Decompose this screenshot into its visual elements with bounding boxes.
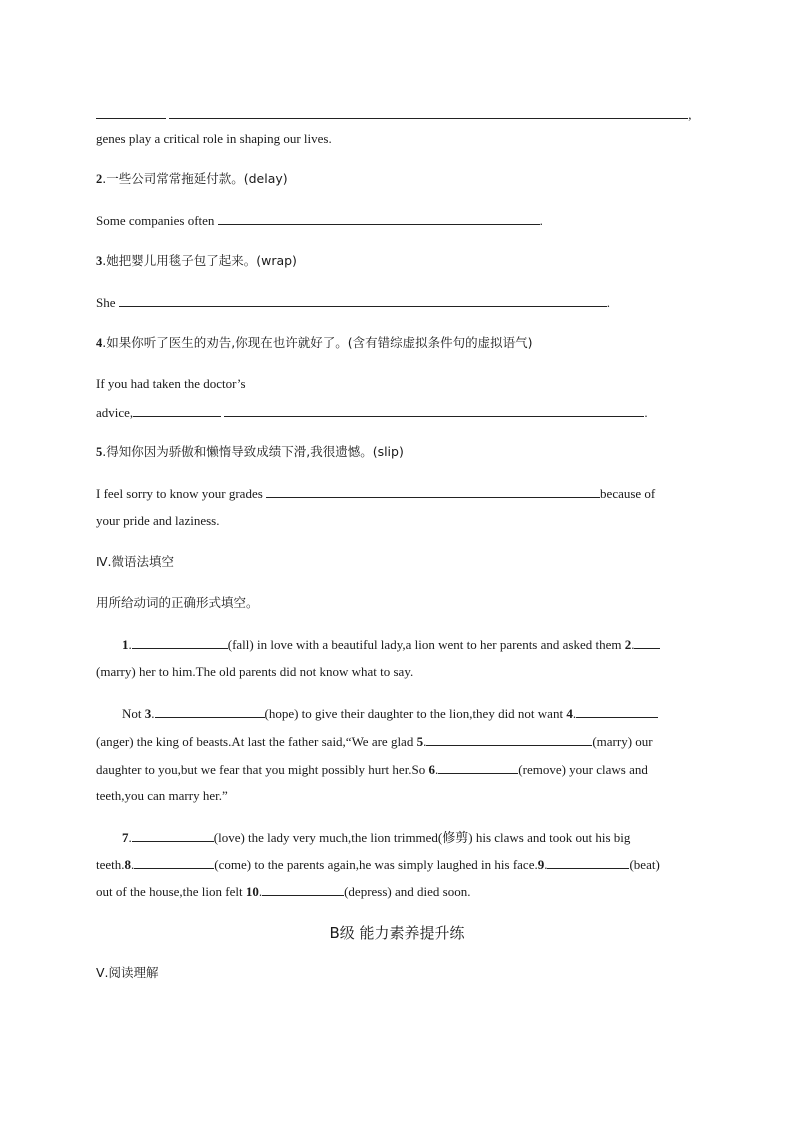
q3-blank[interactable] [119, 294, 607, 307]
blank-10[interactable] [262, 883, 344, 896]
section-v-title: Ⅴ.阅读理解 [96, 965, 159, 980]
q1-blank-line: , [96, 106, 692, 123]
blank-9[interactable] [547, 856, 629, 869]
para2-line3: daughter to you,but we fear that you might possibly hurt her.So 6. (remove) your claws and [96, 762, 648, 777]
para2-line1: Not 3. (hope) to give their daughter to the lion,they did not want 4. [122, 705, 658, 722]
q5-line2: your pride and laziness. [96, 513, 220, 528]
q5-answer-line: I feel sorry to know your grades because of [96, 486, 656, 501]
para1-line2: (marry) her to him.The old parents did not know what to say. [96, 664, 414, 679]
q4-answer-line: advice, . [96, 405, 648, 420]
blank-6[interactable] [438, 761, 518, 774]
q4-blank-b[interactable] [224, 404, 644, 417]
section-iv-instruction: 用所给动词的正确形式填空。 [96, 595, 259, 610]
q2-prompt: 2.一些公司常常拖延付款。(delay) [96, 171, 288, 186]
q4-line1: If you had taken the doctor’s [96, 376, 246, 391]
q3-answer-line: She . [96, 295, 610, 310]
blank-8[interactable] [134, 856, 214, 869]
q5-prompt: 5.得知你因为骄傲和懒惰导致成绩下滑,我很遗憾。(slip) [96, 444, 404, 459]
para3-line2: teeth.8. (come) to the parents again,he was simply laughed in his face.9. (beat) [96, 857, 660, 872]
section-iv-title: Ⅳ.微语法填空 [96, 554, 175, 569]
q1-blank-b[interactable] [169, 106, 688, 119]
q1-end: genes play a critical role in shaping our lives. [96, 131, 332, 146]
blank-4[interactable] [576, 705, 658, 718]
blank-2[interactable] [634, 636, 660, 649]
para1-line1: 1. (fall) in love with a beautiful lady,a lion went to her parents and asked them 2. [122, 636, 660, 653]
para3-line1: 7. (love) the lady very much,the lion trimmed(修剪) his claws and took out his big [122, 830, 631, 845]
q4-prompt: 4.如果你听了医生的劝告,你现在也许就好了。(含有错综虚拟条件句的虚拟语气) [96, 335, 533, 350]
q5-blank[interactable] [266, 485, 600, 498]
para3-line3: out of the house,the lion felt 10. (depress) and died soon. [96, 884, 471, 899]
level-b-title: B级 能力素养提升练 [329, 924, 465, 942]
blank-3[interactable] [155, 705, 265, 718]
q4-blank-a[interactable] [133, 404, 221, 417]
q3-prompt: 3.她把婴儿用毯子包了起来。(wrap) [96, 253, 297, 268]
blank-7[interactable] [132, 829, 214, 842]
q2-answer-line: Some companies often . [96, 213, 543, 228]
para2-line4: teeth,you can marry her.” [96, 788, 228, 803]
para2-line2: (anger) the king of beasts.At last the father said,“We are glad 5. (marry) our [96, 734, 653, 749]
q1-blank-a[interactable] [96, 106, 166, 119]
blank-1[interactable] [132, 636, 228, 649]
blank-5[interactable] [426, 733, 592, 746]
q2-blank[interactable] [218, 212, 540, 225]
